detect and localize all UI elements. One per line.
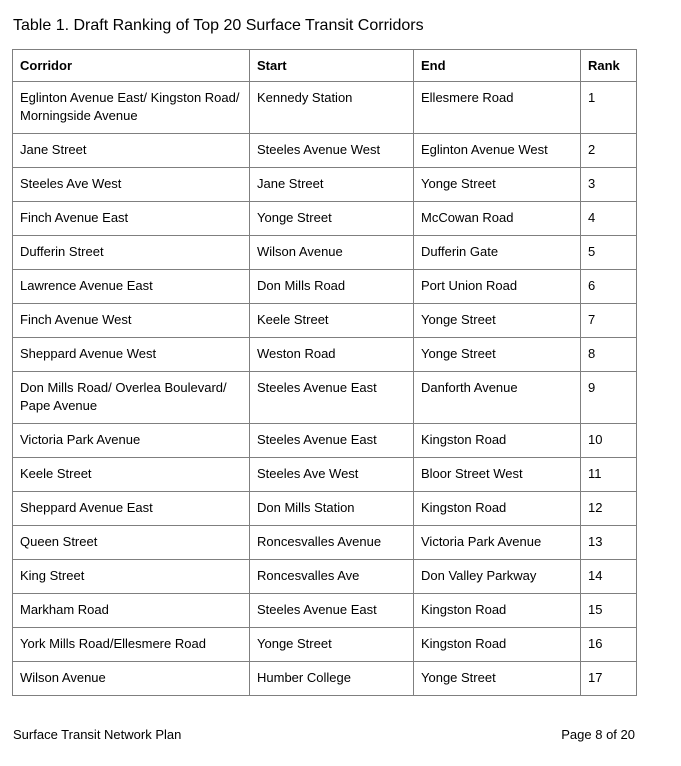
- table-row: [13, 236, 637, 270]
- footer-page-number: Page 8 of 20: [561, 727, 635, 742]
- cell-end: Kingston Road: [414, 594, 581, 628]
- cell-corridor: Sheppard Avenue East: [13, 492, 250, 526]
- table-row: [13, 628, 637, 662]
- table-row: [13, 202, 637, 236]
- cell-corridor: Markham Road: [13, 594, 250, 628]
- cell-end: Yonge Street: [414, 338, 581, 372]
- cell-start: Roncesvalles Ave: [250, 560, 414, 594]
- cell-rank: 3: [581, 168, 637, 202]
- table-row: [13, 594, 637, 628]
- cell-rank: 17: [581, 662, 637, 696]
- table-row: [13, 662, 637, 696]
- cell-corridor: Dufferin Street: [13, 236, 250, 270]
- cell-corridor: York Mills Road/Ellesmere Road: [13, 628, 250, 662]
- cell-start: Don Mills Station: [250, 492, 414, 526]
- cell-end: Eglinton Avenue West: [414, 134, 581, 168]
- cell-corridor: Keele Street: [13, 458, 250, 492]
- header-start: Start: [250, 50, 414, 82]
- cell-end: Don Valley Parkway: [414, 560, 581, 594]
- cell-rank: 4: [581, 202, 637, 236]
- footer-document-title: Surface Transit Network Plan: [13, 727, 182, 742]
- cell-rank: 15: [581, 594, 637, 628]
- cell-corridor: Victoria Park Avenue: [13, 424, 250, 458]
- table-row: [13, 134, 637, 168]
- cell-end: Ellesmere Road: [414, 82, 581, 134]
- cell-end: Kingston Road: [414, 492, 581, 526]
- table-row: [13, 458, 637, 492]
- cell-start: Steeles Avenue East: [250, 594, 414, 628]
- cell-rank: 16: [581, 628, 637, 662]
- cell-corridor: Don Mills Road/ Overlea Boulevard/ Pape Avenue: [13, 372, 250, 424]
- cell-corridor: Wilson Avenue: [13, 662, 250, 696]
- cell-end: Danforth Avenue: [414, 372, 581, 424]
- header-end: End: [414, 50, 581, 82]
- table-header-row: [13, 50, 637, 82]
- cell-end: Kingston Road: [414, 628, 581, 662]
- cell-rank: 12: [581, 492, 637, 526]
- cell-start: Steeles Avenue East: [250, 372, 414, 424]
- cell-rank: 5: [581, 236, 637, 270]
- table-row: [13, 338, 637, 372]
- table-caption: Table 1. Draft Ranking of Top 20 Surface Transit Corridors: [13, 17, 424, 34]
- cell-start: Jane Street: [250, 168, 414, 202]
- cell-start: Wilson Avenue: [250, 236, 414, 270]
- table-row: [13, 372, 637, 424]
- cell-corridor: King Street: [13, 560, 250, 594]
- cell-end: Dufferin Gate: [414, 236, 581, 270]
- cell-end: McCowan Road: [414, 202, 581, 236]
- cell-start: Steeles Ave West: [250, 458, 414, 492]
- table-row: [13, 82, 637, 134]
- cell-end: Yonge Street: [414, 304, 581, 338]
- table-row: [13, 304, 637, 338]
- table-row: [13, 492, 637, 526]
- cell-start: Yonge Street: [250, 628, 414, 662]
- cell-start: Weston Road: [250, 338, 414, 372]
- cell-rank: 8: [581, 338, 637, 372]
- cell-start: Keele Street: [250, 304, 414, 338]
- cell-rank: 13: [581, 526, 637, 560]
- cell-end: Port Union Road: [414, 270, 581, 304]
- cell-corridor: Finch Avenue East: [13, 202, 250, 236]
- cell-start: Kennedy Station: [250, 82, 414, 134]
- cell-corridor: Jane Street: [13, 134, 250, 168]
- table-row: [13, 424, 637, 458]
- cell-start: Steeles Avenue East: [250, 424, 414, 458]
- cell-start: Humber College: [250, 662, 414, 696]
- cell-start: Yonge Street: [250, 202, 414, 236]
- cell-corridor: Sheppard Avenue West: [13, 338, 250, 372]
- cell-rank: 7: [581, 304, 637, 338]
- corridor-ranking-table: [12, 49, 637, 696]
- cell-start: Steeles Avenue West: [250, 134, 414, 168]
- cell-corridor: Lawrence Avenue East: [13, 270, 250, 304]
- cell-rank: 6: [581, 270, 637, 304]
- cell-rank: 11: [581, 458, 637, 492]
- cell-end: Yonge Street: [414, 168, 581, 202]
- cell-rank: 9: [581, 372, 637, 424]
- cell-start: Roncesvalles Avenue: [250, 526, 414, 560]
- cell-rank: 14: [581, 560, 637, 594]
- cell-end: Yonge Street: [414, 662, 581, 696]
- cell-rank: 10: [581, 424, 637, 458]
- cell-corridor: Finch Avenue West: [13, 304, 250, 338]
- cell-rank: 1: [581, 82, 637, 134]
- header-rank: Rank: [581, 50, 637, 82]
- cell-end: Bloor Street West: [414, 458, 581, 492]
- cell-rank: 2: [581, 134, 637, 168]
- table-row: [13, 270, 637, 304]
- cell-end: Victoria Park Avenue: [414, 526, 581, 560]
- table-row: [13, 560, 637, 594]
- cell-start: Don Mills Road: [250, 270, 414, 304]
- cell-corridor: Steeles Ave West: [13, 168, 250, 202]
- cell-corridor: Eglinton Avenue East/ Kingston Road/ Morningside Avenue: [13, 82, 250, 134]
- cell-end: Kingston Road: [414, 424, 581, 458]
- table-row: [13, 168, 637, 202]
- table-row: [13, 526, 637, 560]
- cell-corridor: Queen Street: [13, 526, 250, 560]
- header-corridor: Corridor: [13, 50, 250, 82]
